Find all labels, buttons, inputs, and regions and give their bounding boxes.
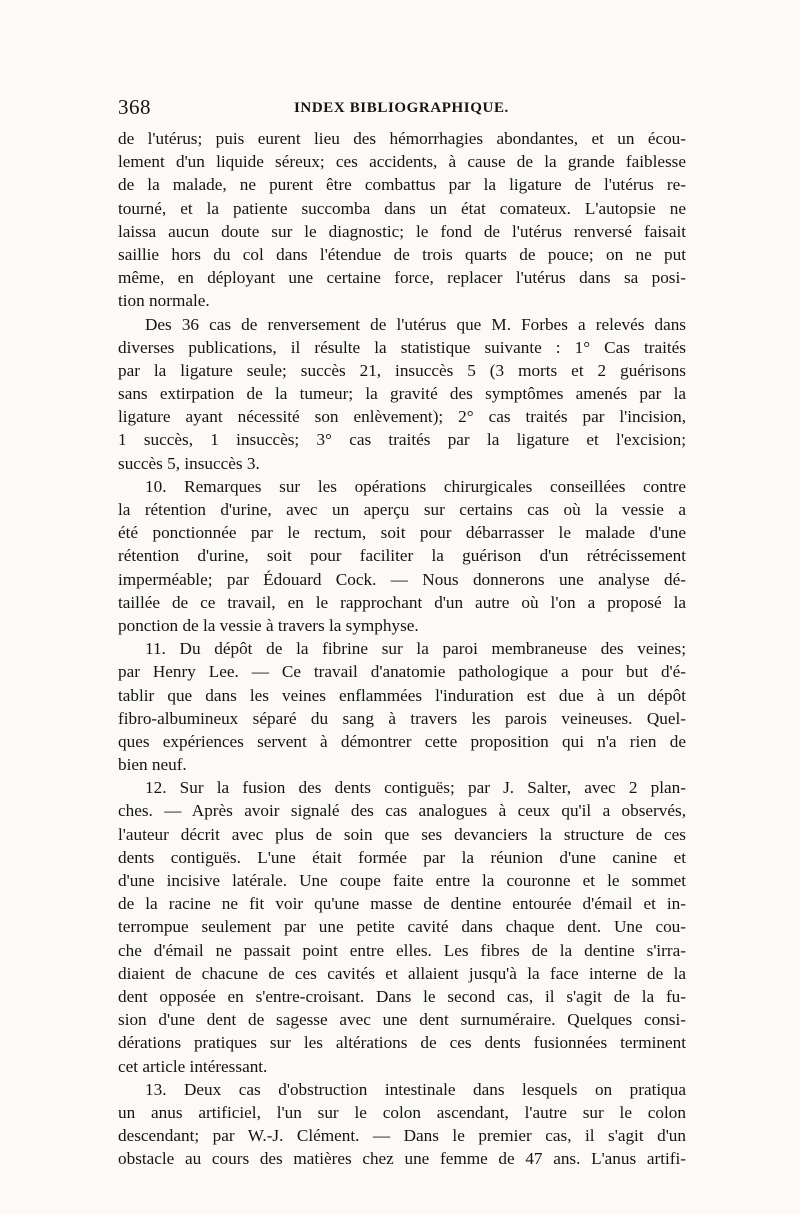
page-header — [118, 95, 686, 119]
text-line: laissa aucun doute sur le diagnostic; le fond de l'utérus renversé faisait — [118, 221, 686, 241]
text-line: imperméable; par Édouard Cock. — Nous donnerons une analyse dé- — [118, 569, 686, 589]
text-line: de la malade, ne purent être combattus par la ligature de l'utérus re- — [118, 175, 686, 195]
text-line: che d'émail ne passait point entre elles. Les fibres de la dentine s'irra- — [118, 940, 686, 960]
text-line: dents contiguës. L'une était formée par la réunion d'une canine et — [118, 847, 686, 867]
text-line: ponction de la vessie à travers la symphyse. — [118, 615, 419, 635]
text-line: dent opposée en s'entre-croisant. Dans le second cas, il s'agit de la fu- — [118, 986, 686, 1006]
text-line: par Henry Lee. — Ce travail d'anatomie pathologique a pour but d'é- — [118, 662, 686, 682]
text-line: rétention d'urine, soit pour faciliter la guérison d'un rétrécissement — [118, 546, 686, 566]
text-line: saillie hors du col dans l'étendue de trois quarts de pouce; on ne put — [118, 244, 686, 264]
page-number: 368 — [118, 95, 151, 119]
text-line: été ponctionnée par le rectum, soit pour débarrasser le malade d'une — [118, 523, 686, 543]
text-line: ches. — Après avoir signalé des cas analogues à ceux qu'il a observés, — [118, 801, 686, 821]
text-line: taillée de ce travail, en le rapprochant d'un autre où l'on a proposé la — [118, 592, 686, 612]
text-line: par la ligature seule; succès 21, insuccès 5 (3 morts et 2 guérisons — [118, 360, 686, 380]
text-line: fibro-albumineux séparé du sang à travers les parois veineuses. Quel- — [118, 708, 686, 728]
text-line: obstacle au cours des matières chez une femme de 47 ans. L'anus artifi- — [118, 1149, 686, 1169]
text-line: la rétention d'urine, avec un aperçu sur certains cas où la vessie a — [118, 500, 686, 519]
text-line: d'une incisive latérale. Une coupe faite entre la couronne et le sommet — [118, 871, 686, 890]
text-line: tion normale. — [118, 291, 210, 311]
text-line: diverses publications, il résulte la statistique suivante : 1° Cas traités — [118, 337, 686, 357]
text-line: succès 5, insuccès 3. — [118, 453, 260, 473]
text-line: tourné, et la patiente succomba dans un état comateux. L'autopsie ne — [118, 198, 686, 218]
text-line: 1 succès, 1 insuccès; 3° cas traités par la ligature et l'excision; — [118, 430, 686, 450]
text-line: l'auteur décrit avec plus de soin que ses devanciers la structure de ces — [118, 824, 686, 844]
text-line: Des 36 cas de renversement de l'utérus que M. Forbes a relevés dans — [145, 314, 686, 334]
text-line: un anus artificiel, l'un sur le colon ascendant, l'autre sur le colon — [118, 1102, 686, 1122]
text-line: cet article intéressant. — [118, 1056, 268, 1076]
text-line: 12. Sur la fusion des dents contiguës; par J. Salter, avec 2 plan- — [145, 778, 686, 798]
text-line: 10. Remarques sur les opérations chirurgicales conseillées contre — [145, 476, 686, 496]
text-line: terrompue seulement par une petite cavité dans chaque dent. Une cou- — [118, 917, 686, 937]
text-line: descendant; par W.-J. Clément. — Dans le premier cas, il s'agit d'un — [118, 1126, 686, 1146]
text-line: même, en déployant une certaine force, replacer l'utérus dans sa posi- — [118, 268, 686, 288]
text-line: sion d'une dent de sagesse avec une dent surnuméraire. Quelques consi- — [118, 1010, 686, 1030]
text-line: de la racine ne fit voir qu'une masse de dentine entourée d'émail et in- — [118, 894, 686, 914]
text-line: ligature ayant nécessité son enlèvement); 2° cas traités par l'incision, — [118, 407, 686, 427]
text-line: bien neuf. — [118, 755, 187, 775]
text-line: dérations pratiques sur les altérations de ces dents fusionnées terminent — [118, 1033, 686, 1053]
text-line: tablir que dans les veines enflammées l'induration est due à un dépôt — [118, 685, 686, 705]
text-line: ques expériences servent à démontrer cette proposition qui n'a rien de — [118, 731, 686, 751]
body-text — [118, 127, 686, 1170]
text-line: sans extirpation de la tumeur; la gravité des symptômes amenés par la — [118, 384, 686, 404]
text-line: diaient de chacune de ces cavités et allaient jusqu'à la face interne de la — [118, 963, 686, 983]
text-line: 13. Deux cas d'obstruction intestinale dans lesquels on pratiqua — [145, 1079, 686, 1099]
text-line: de l'utérus; puis eurent lieu des hémorrhagies abondantes, et un écou- — [118, 129, 686, 148]
text-line: 11. Du dépôt de la fibrine sur la paroi membraneuse des veines; — [145, 639, 686, 659]
text-line: lement d'un liquide séreux; ces accidents, à cause de la grande faiblesse — [118, 152, 686, 172]
running-head: INDEX BIBLIOGRAPHIQUE. — [294, 100, 509, 116]
